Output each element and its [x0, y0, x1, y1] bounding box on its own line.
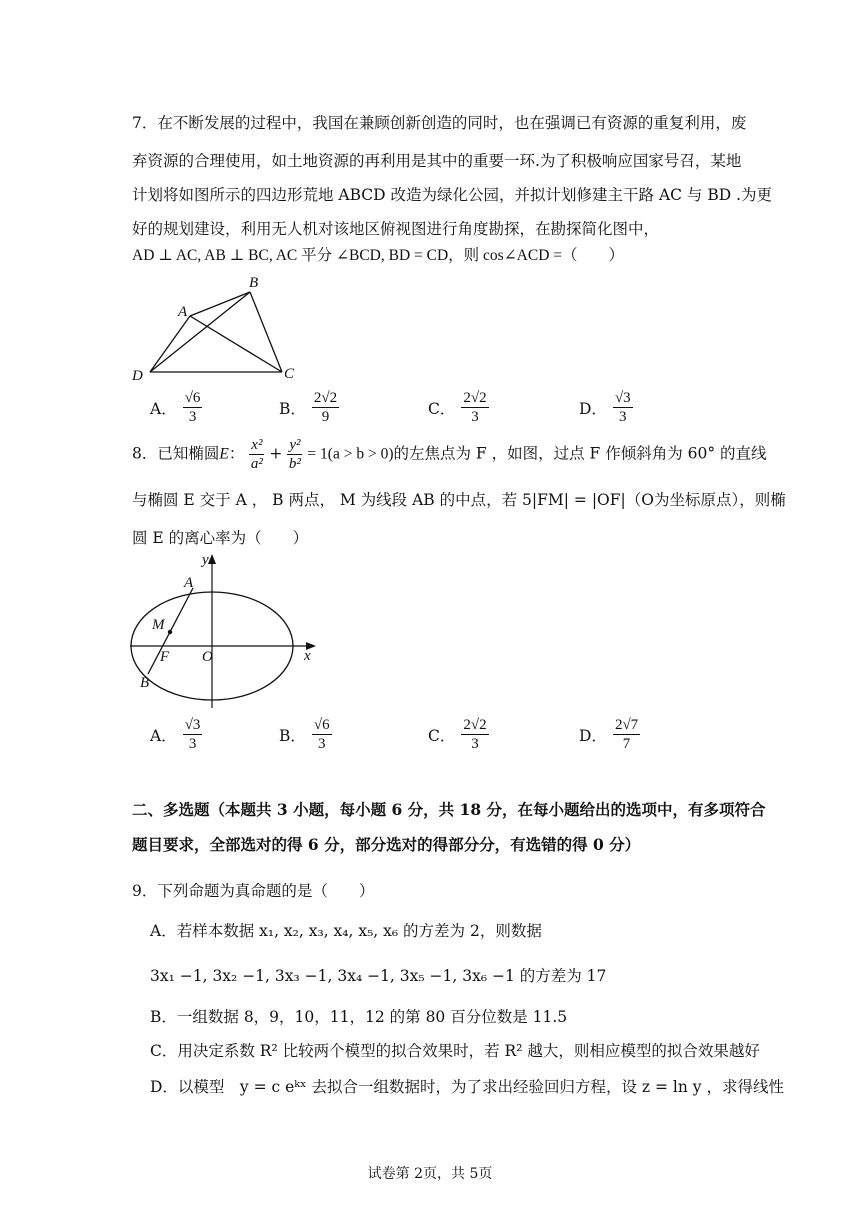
q8-label-m: M	[152, 617, 165, 633]
q8-ellipse-figure	[126, 550, 326, 712]
q7-quadrilateral-figure	[126, 272, 306, 384]
fraction: $\frac{√3}{3}$	[184, 717, 201, 752]
q8-label-x: x	[304, 648, 311, 664]
q8-label-o: O	[202, 649, 213, 665]
fraction: $\frac{\text{x²}}{\text{a²}}$	[250, 437, 263, 472]
q7-line-3: 计划将如图所示的四边形荒地 ABCD 改造为绿化公园，并拟计划修建主干路 AC 与 BD .为更	[132, 186, 773, 204]
fraction: $\frac{√3}{3}$	[614, 390, 631, 425]
fraction: $\frac{2√2}{3}$	[463, 717, 487, 752]
fraction: $\frac{\text{y²}}{\text{b²}}$	[288, 437, 301, 472]
q8-option-c: C． $\frac{2√2}{3}$	[428, 717, 487, 752]
q8-line-2: 与椭圆 E 交于 A ， B 两点， M 为线段 AB 的中点，若 5|FM| = |OF|（O为坐标原点），则椭	[132, 491, 786, 509]
q7-line-1: 7．在不断发展的过程中，我国在兼顾创新创造的同时，也在强调已有资源的重复利用，废	[132, 114, 747, 132]
q9-option-c: C．用决定系数 R² 比较两个模型的拟合效果时，若 R² 越大，则相应模型的拟合效果越好	[150, 1042, 760, 1060]
page-footer: 试卷第 2页，共 5页	[367, 1166, 493, 1182]
fraction: $\frac{2√2}{3}$	[463, 390, 487, 425]
q9-option-b: B．一组数据 8，9，10，11，12 的第 80 百分位数是 11.5	[150, 1008, 568, 1026]
q7-line-4: 好的规划建设，利用无人机对该地区俯视图进行角度勘探，在勘探简化图中，	[132, 220, 660, 238]
q7-label-a: A	[178, 304, 188, 320]
fraction: $\frac{√6}{3}$	[184, 390, 201, 425]
q7-option-a: A． $\frac{√6}{3}$	[150, 390, 201, 425]
q8-label-f: F	[160, 649, 170, 665]
q8-line-3: 圆 E 的离心率为（ ）	[132, 529, 309, 547]
q7-line-2: 弃资源的合理使用，如土地资源的再利用是其中的重要一环.为了积极响应国家号召，某地	[132, 152, 742, 170]
q8-label-b: B	[140, 675, 150, 691]
fraction: $\frac{2√7}{7}$	[614, 717, 639, 752]
q7-option-c: C． $\frac{2√2}{3}$	[428, 390, 487, 425]
q8-label-y: y	[202, 552, 209, 568]
q8-line-1: 8．已知椭圆E： $\frac{\text{x²}}{\text{a²}}$ + $\frac{\text{y²}}{\text{b²}}$ = 1(a > b > 0)的左焦点为 F ，如图，过点 F 作倾斜角为 60° 的直线	[132, 437, 767, 472]
section-heading-line-2: 题目要求，全部选对的得 6 分，部分选对的得部分分，有选错的得 0 分）	[132, 835, 641, 854]
q9-option-a-line-1: A．若样本数据 x₁, x₂, x₃, x₄, x₅, x₆ 的方差为 2，则数据	[150, 922, 542, 940]
q7-option-b: B． $\frac{2√2}{9}$	[279, 390, 338, 425]
section-heading-line-1: 二、多选题（本题共 3 小题，每小题 6 分，共 18 分，在每小题给出的选项中，有多项符合	[132, 800, 766, 819]
q7-label-b: B	[249, 275, 259, 291]
q8-option-d: D． $\frac{2√7}{7}$	[579, 717, 639, 752]
q7-label-c: C	[284, 366, 295, 382]
fraction: $\frac{√6}{3}$	[313, 717, 330, 752]
q9-option-d: D．以模型 y = c eᵏˣ 去拟合一组数据时，为了求出经验回归方程，设 z = ln y ，求得线性	[150, 1078, 784, 1096]
q9-option-a-line-2: 3x₁ −1, 3x₂ −1, 3x₃ −1, 3x₄ −1, 3x₅ −1, 3x₆ −1 的方差为 17	[150, 967, 607, 985]
q7-option-d: D． $\frac{√3}{3}$	[579, 390, 631, 425]
q7-line-5: AD ⊥ AC, AB ⊥ BC, AC 平分 ∠BCD, BD = CD，则 cos∠ACD =（ ）	[132, 247, 625, 264]
q7-label-d: D	[132, 368, 143, 384]
q9-stem: 9．下列命题为真命题的是（ ）	[132, 882, 375, 900]
q8-option-b: B． $\frac{√6}{3}$	[279, 717, 330, 752]
q8-option-a: A． $\frac{√3}{3}$	[150, 717, 201, 752]
q8-label-a: A	[184, 575, 194, 591]
fraction: $\frac{2√2}{9}$	[313, 390, 338, 425]
